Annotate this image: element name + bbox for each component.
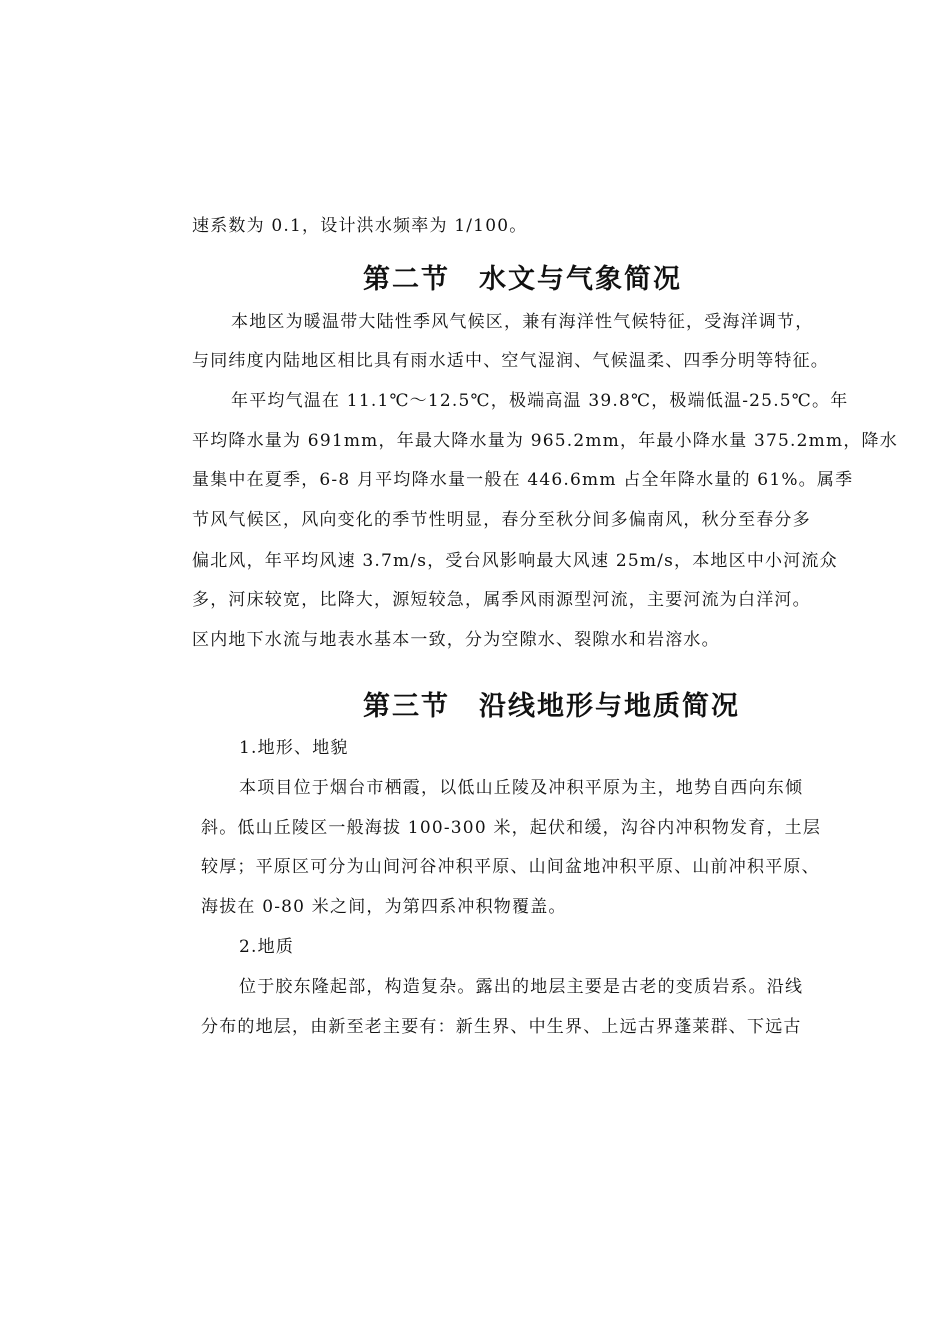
paragraph-line: 偏北风，年平均风速 3.7m/s，受台风影响最大风速 25m/s，本地区中小河流众: [192, 551, 838, 571]
paragraph-line: 斜。低山丘陵区一般海拔 100-300 米，起伏和缓，沟谷内冲积物发育，土层: [201, 818, 822, 838]
intro-line: 速系数为 0.1，设计洪水频率为 1/100。: [192, 216, 528, 236]
subsection-heading: 1.地形、地貌: [239, 738, 349, 758]
paragraph-line: 区内地下水流与地表水基本一致，分为空隙水、裂隙水和岩溶水。: [192, 630, 720, 650]
paragraph-line: 与同纬度内陆地区相比具有雨水适中、空气湿润、气候温柔、四季分明等特征。: [192, 351, 829, 371]
section2-title: 第二节 水文与气象简况: [363, 264, 682, 295]
paragraph-line: 年平均气温在 11.1℃～12.5℃，极端高温 39.8℃，极端低温-25.5℃。年: [231, 391, 849, 411]
paragraph-line: 平均降水量为 691mm，年最大降水量为 965.2mm，年最小降水量 375.2mm，降水: [192, 431, 898, 451]
paragraph-line: 本项目位于烟台市栖霞，以低山丘陵及冲积平原为主，地势自西向东倾: [239, 778, 804, 798]
paragraph-line: 本地区为暖温带大陆性季风气候区，兼有海洋性气候特征，受海洋调节，: [231, 312, 814, 332]
section3-title: 第三节 沿线地形与地质简况: [363, 691, 740, 722]
paragraph-line: 节风气候区，风向变化的季节性明显，春分至秋分间多偏南风，秋分至春分多: [192, 510, 811, 530]
paragraph-line: 量集中在夏季，6-8 月平均降水量一般在 446.6mm 占全年降水量的 61%。属季: [192, 470, 854, 490]
paragraph-line: 分布的地层，由新至老主要有：新生界、中生界、上远古界蓬莱群、下远古: [201, 1017, 802, 1037]
paragraph-line: 位于胶东隆起部，构造复杂。露出的地层主要是古老的变质岩系。沿线: [239, 977, 804, 997]
subsection-heading: 2.地质: [239, 937, 295, 957]
paragraph-line: 较厚；平原区可分为山间河谷冲积平原、山间盆地冲积平原、山前冲积平原、: [201, 857, 820, 877]
paragraph-line: 海拔在 0-80 米之间，为第四系冲积物覆盖。: [201, 897, 567, 917]
paragraph-line: 多，河床较宽，比降大，源短较急，属季风雨源型河流，主要河流为白洋河。: [192, 590, 811, 610]
